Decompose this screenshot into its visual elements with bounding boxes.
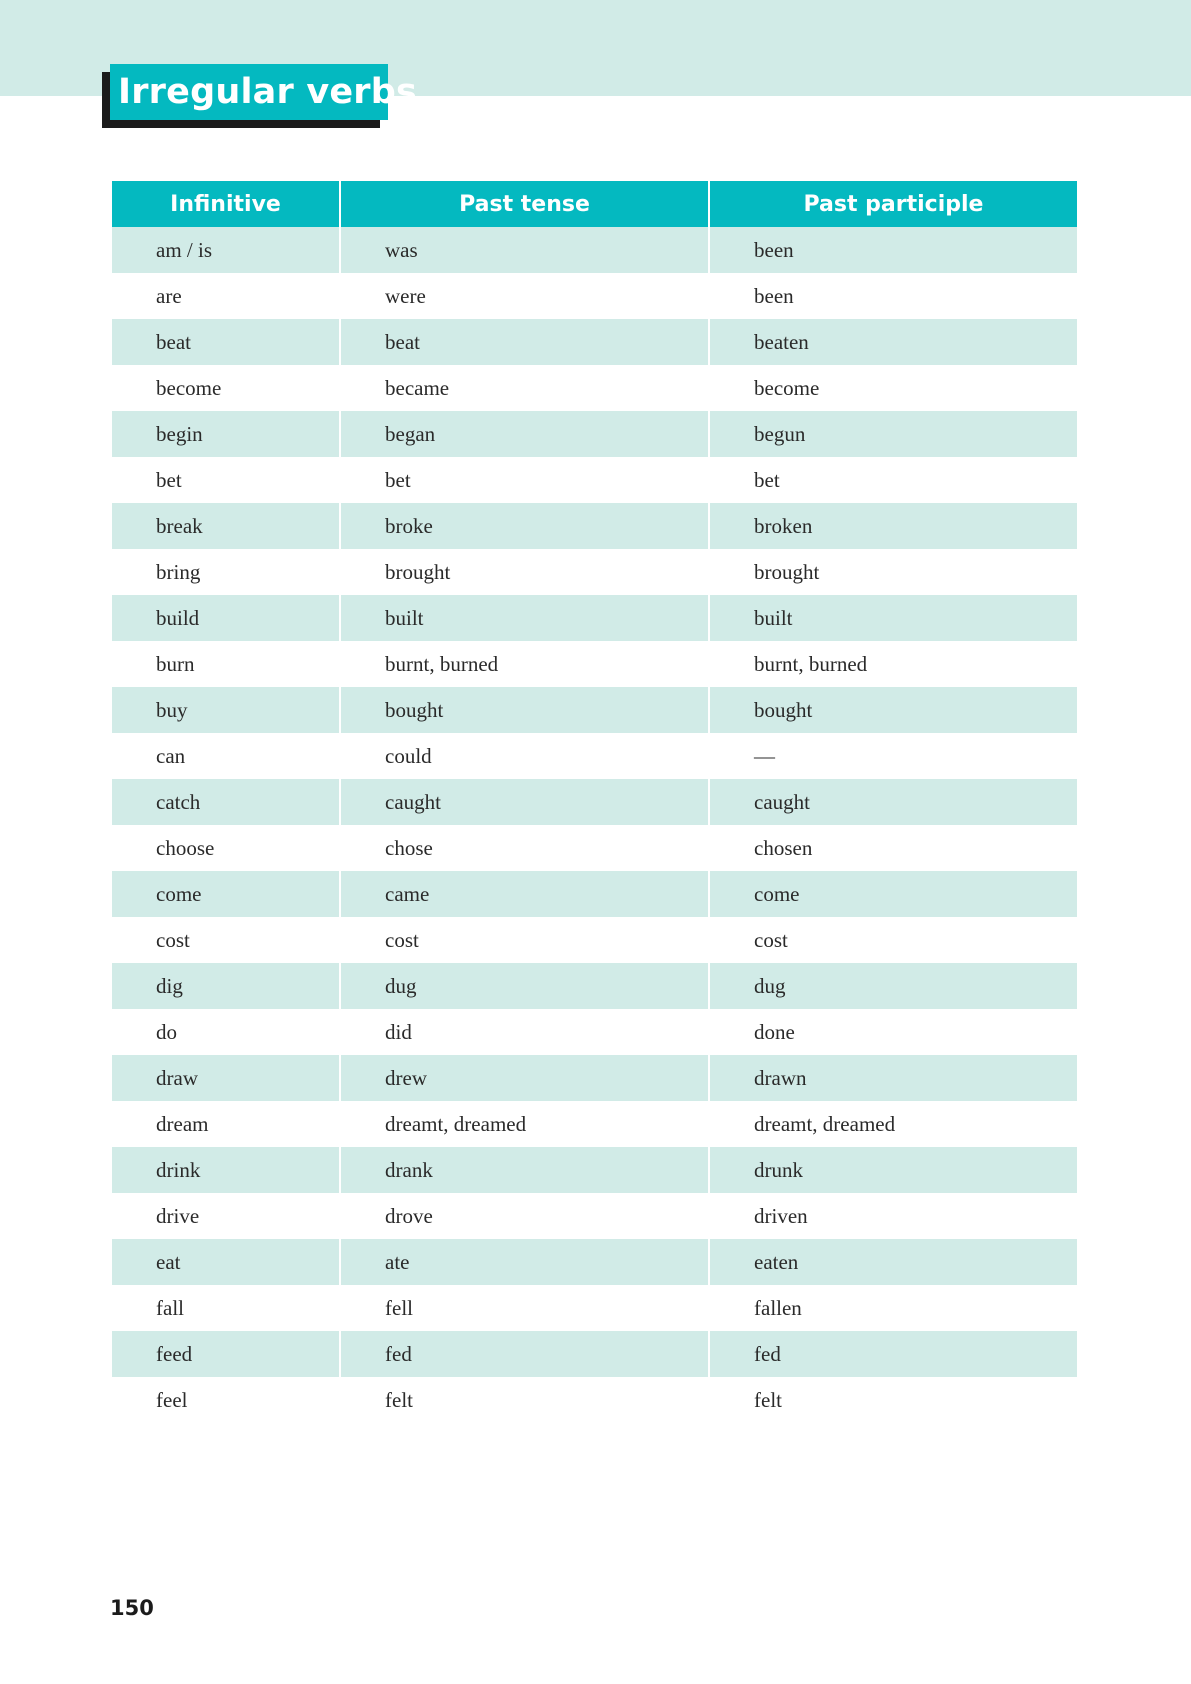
past-participle-cell: eaten	[709, 1239, 1077, 1285]
past-participle-cell: built	[709, 595, 1077, 641]
table-body	[112, 227, 1077, 1423]
table-row	[112, 595, 1077, 641]
past-participle-cell: broken	[709, 503, 1077, 549]
past-tense-cell: bought	[340, 687, 709, 733]
table-row	[112, 917, 1077, 963]
table-row	[112, 1193, 1077, 1239]
page-number: 150	[110, 1596, 154, 1620]
title-box	[110, 64, 418, 120]
table-row	[112, 227, 1077, 273]
past-participle-cell: come	[709, 871, 1077, 917]
infinitive-cell: bring	[156, 559, 201, 584]
header-past-tense: Past tense	[340, 181, 709, 227]
past-participle-cell: brought	[709, 549, 1077, 595]
table-row	[112, 319, 1077, 365]
table-row	[112, 641, 1077, 687]
past-tense-cell: fed	[340, 1331, 709, 1377]
past-participle-cell: been	[709, 273, 1077, 319]
table-row	[112, 411, 1077, 457]
past-participle-cell: begun	[709, 411, 1077, 457]
past-participle-cell: bought	[709, 687, 1077, 733]
infinitive-cell: break	[112, 503, 340, 549]
past-participle-cell: fallen	[709, 1285, 1077, 1331]
past-participle-cell: drawn	[709, 1055, 1077, 1101]
table-row	[112, 687, 1077, 733]
infinitive-cell: drive	[156, 1203, 200, 1228]
past-tense-cell: brought	[340, 549, 709, 595]
past-participle-cell: beaten	[709, 319, 1077, 365]
past-tense-cell: dreamt, dreamed	[340, 1101, 709, 1147]
past-participle-cell: been	[709, 227, 1077, 273]
page-title: Irregular verbs	[118, 72, 418, 112]
infinitive-cell: buy	[112, 687, 340, 733]
infinitive-cell: are	[156, 283, 182, 308]
past-tense-cell: was	[340, 227, 709, 273]
table-row	[112, 733, 1077, 779]
infinitive-cell: build	[112, 595, 340, 641]
past-tense-cell: felt	[340, 1377, 709, 1423]
table-row	[112, 1331, 1077, 1377]
past-participle-cell: chosen	[709, 825, 1077, 871]
infinitive-cell: dig	[112, 963, 340, 1009]
table-header-row	[112, 181, 1077, 227]
table-row	[112, 1285, 1077, 1331]
infinitive-cell: eat	[112, 1239, 340, 1285]
past-tense-cell: built	[340, 595, 709, 641]
past-participle-cell: done	[709, 1009, 1077, 1055]
past-tense-cell: could	[340, 733, 709, 779]
past-tense-cell: bet	[340, 457, 709, 503]
past-tense-cell: burnt, burned	[340, 641, 709, 687]
infinitive-cell: cost	[156, 927, 190, 952]
infinitive-cell: do	[156, 1019, 177, 1044]
infinitive-cell: catch	[112, 779, 340, 825]
header-past-participle: Past participle	[709, 181, 1077, 227]
table-row	[112, 1101, 1077, 1147]
table-row	[112, 549, 1077, 595]
table-row	[112, 503, 1077, 549]
past-tense-cell: became	[340, 365, 709, 411]
table-row	[112, 871, 1077, 917]
table-row	[112, 779, 1077, 825]
past-tense-cell: drove	[340, 1193, 709, 1239]
table-row	[112, 457, 1077, 503]
past-participle-cell: —	[709, 733, 1077, 779]
table-row	[112, 1239, 1077, 1285]
past-tense-cell: were	[340, 273, 709, 319]
past-participle-cell: drunk	[709, 1147, 1077, 1193]
past-participle-cell: dug	[709, 963, 1077, 1009]
past-tense-cell: chose	[340, 825, 709, 871]
table-row	[112, 963, 1077, 1009]
past-tense-cell: beat	[340, 319, 709, 365]
table-row	[112, 1147, 1077, 1193]
infinitive-cell: feed	[112, 1331, 340, 1377]
past-participle-cell: driven	[709, 1193, 1077, 1239]
past-participle-cell: dreamt, dreamed	[709, 1101, 1077, 1147]
irregular-verbs-table	[112, 181, 1077, 1423]
past-tense-cell: caught	[340, 779, 709, 825]
past-tense-cell: fell	[340, 1285, 709, 1331]
past-participle-cell: become	[709, 365, 1077, 411]
past-participle-cell: fed	[709, 1331, 1077, 1377]
infinitive-cell: fall	[156, 1295, 184, 1320]
past-tense-cell: came	[340, 871, 709, 917]
table-row	[112, 1377, 1077, 1423]
past-tense-cell: drank	[340, 1147, 709, 1193]
past-participle-cell: felt	[709, 1377, 1077, 1423]
table-row	[112, 1055, 1077, 1101]
table-row	[112, 273, 1077, 319]
infinitive-cell: become	[156, 375, 222, 400]
past-tense-cell: began	[340, 411, 709, 457]
infinitive-cell: bet	[156, 467, 182, 492]
table-row	[112, 825, 1077, 871]
past-participle-cell: caught	[709, 779, 1077, 825]
header-infinitive: Infinitive	[112, 181, 340, 227]
infinitive-cell: choose	[156, 835, 215, 860]
past-tense-cell: drew	[340, 1055, 709, 1101]
infinitive-cell: come	[112, 871, 340, 917]
infinitive-cell: can	[156, 743, 186, 768]
infinitive-cell: dream	[156, 1111, 209, 1136]
past-participle-cell: cost	[709, 917, 1077, 963]
past-tense-cell: broke	[340, 503, 709, 549]
infinitive-cell: begin	[112, 411, 340, 457]
infinitive-cell: drink	[112, 1147, 340, 1193]
past-participle-cell: burnt, burned	[709, 641, 1077, 687]
past-participle-cell: bet	[709, 457, 1077, 503]
past-tense-cell: cost	[340, 917, 709, 963]
past-tense-cell: dug	[340, 963, 709, 1009]
infinitive-cell: feel	[156, 1387, 188, 1412]
infinitive-cell: draw	[112, 1055, 340, 1101]
past-tense-cell: ate	[340, 1239, 709, 1285]
table-row	[112, 365, 1077, 411]
table-row	[112, 1009, 1077, 1055]
infinitive-cell: beat	[112, 319, 340, 365]
past-tense-cell: did	[340, 1009, 709, 1055]
infinitive-cell: burn	[156, 651, 195, 676]
infinitive-cell: am / is	[112, 227, 340, 273]
